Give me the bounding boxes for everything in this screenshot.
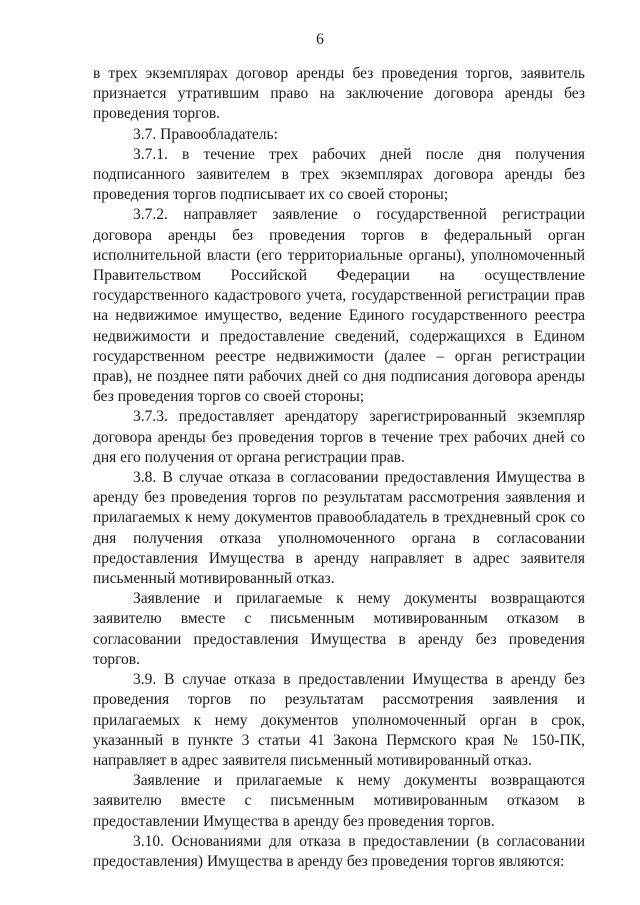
paragraph: Заявление и прилагаемые к нему документы возвращаются заявителю вместе с письменным мотивированным отказом в предоставлении Имущества в аренду без проведения торгов. <box>93 772 585 830</box>
page-number: 6 <box>316 31 324 48</box>
paragraph: 3.9. В случае отказа в предоставлении Имущества в аренду без проведения торгов по результатам рассмотрения заявления и прилагаемых к нему документов уполномоченный орган в срок, указанный в пункте 3 статьи 41 Закона Пермского края № 150-ПК, направляет в адрес заявителя письменный мотивированный отказ. <box>93 671 585 769</box>
paragraph: 3.10. Основаниями для отказа в предоставлении (в согласовании предоставления) Имущества в аренду без проведения торгов являются: <box>93 832 585 870</box>
paragraph: 3.8. В случае отказа в согласовании предоставления Имущества в аренду без проведения торгов по результатам рассмотрения заявления и прилагаемых к нему документов правообладатель в трехдневный срок со дня получения отказа уполномоченного органа в согласовании предоставления Имущества в аренду направляет в адрес заявителя письменный мотивированный отказ. <box>93 469 585 588</box>
paragraph: Заявление и прилагаемые к нему документы возвращаются заявителю вместе с письменным мотивированным отказом в согласовании предоставления Имущества в аренду без проведения торгов. <box>93 590 585 668</box>
paragraph: 3.7.3. предоставляет арендатору зарегистрированный экземпляр договора аренды без проведения торгов в течение трех рабочих дней со дня его получения от органа регистрации прав. <box>93 408 585 466</box>
paragraph: 3.7.1. в течение трех рабочих дней после дня получения подписанного заявителем в трех экземплярах договора аренды без проведения торгов подписывает их со своей стороны; <box>93 145 585 204</box>
document-body <box>93 64 585 872</box>
paragraph: 3.7. Правообладатель: <box>133 125 278 143</box>
paragraph: в трех экземплярах договор аренды без проведения торгов, заявитель признается утратившим право на заключение договора аренды без проведения торгов. <box>93 65 585 123</box>
paragraph: 3.7.2. направляет заявление о государственной регистрации договора аренды без проведения торгов в федеральный орган исполнительной власти (его территориальные органы), уполномоченный Правительством Российской Федерации на осуществление государственного кадастрового учета, государственной регистрации прав на недвижимое имущество, ведение Единого государственного реестра недвижимости и предоставление сведений, содержащихся в Едином государственном реестре недвижимости (далее – орган регистрации прав), не позднее пяти рабочих дней со дня подписания договора аренды без проведения торгов со своей стороны; <box>93 206 585 406</box>
